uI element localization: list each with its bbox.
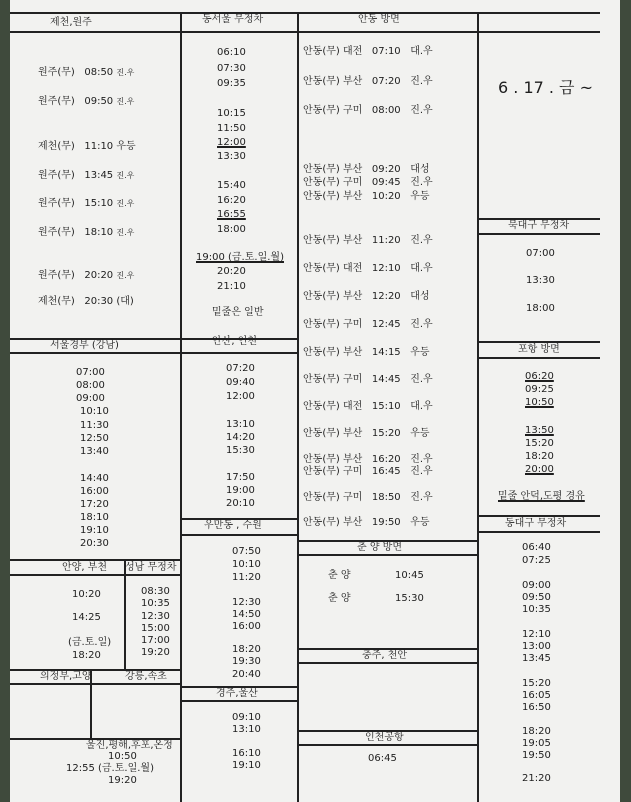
time-item: 13:45 <box>522 653 551 664</box>
divider <box>10 559 180 561</box>
time-item: 14:20 <box>226 432 255 443</box>
list-item: 안동(무) 부산 19:50 우등 <box>303 517 430 528</box>
section-title-jecheon-wonju: 제천,원주 <box>50 17 92 28</box>
list-item: 안동(무) 부산 16:20 진.우 <box>303 454 433 465</box>
time-item: 13:30 <box>217 151 246 162</box>
time-item: 21:20 <box>522 773 551 784</box>
time-item: 10:50 <box>525 397 554 408</box>
time-item: 18:20 <box>232 644 261 655</box>
list-item: 안동(무) 대전 15:10 대.우 <box>303 401 433 412</box>
time-item: 12:30 <box>141 611 170 622</box>
time-item: 06:10 <box>217 47 246 58</box>
time-item: 13:10 <box>226 419 255 430</box>
time-item: 18:00 <box>526 303 555 314</box>
divider <box>297 554 477 556</box>
section-title-seoul-gyeongbu: 서울경부 (강남) <box>50 340 119 351</box>
list-item: 제천(무) 20:30 (대) <box>38 296 134 307</box>
list-item: 원주(무) 13:45 진.우 <box>38 170 135 181</box>
list-item: 춘 양 15:30 <box>328 593 424 604</box>
time-item: 15:20 <box>522 678 551 689</box>
time-item: 20:20 <box>217 266 246 277</box>
list-item: 안동(무) 부산 12:20 대성 <box>303 291 430 302</box>
time-item: 14:40 <box>80 473 109 484</box>
time-item: 12:55 (금.토.일.월) <box>66 763 154 774</box>
section-title-andan-incheon: 안산, 인천 <box>212 336 257 347</box>
time-item: 11:50 <box>217 123 246 134</box>
time-item: 07:25 <box>522 555 551 566</box>
time-item: 19:00 (금.토.일.월) <box>196 252 284 263</box>
list-item: 안동(무) 구미 14:45 진.우 <box>303 374 433 385</box>
time-item: 16:20 <box>217 195 246 206</box>
time-item: 16:10 <box>232 748 261 759</box>
time-item: 19:20 <box>108 775 137 786</box>
time-item: 18:20 <box>72 650 101 661</box>
section-title-chungju-cheonan: 충주, 천안 <box>362 650 407 661</box>
time-item: 17:50 <box>226 472 255 483</box>
section-title-anyang-bucheon: 안양, 부천 <box>62 562 107 573</box>
time-item: 10:35 <box>522 604 551 615</box>
col-divider <box>180 12 182 802</box>
time-item: 12:00 <box>226 391 255 402</box>
list-item: 원주(무) 20:20 진.우 <box>38 270 135 281</box>
time-item: 18:20 <box>525 451 554 462</box>
list-item: 원주(무) 15:10 진.우 <box>38 198 135 209</box>
time-item: 18:10 <box>80 512 109 523</box>
section-title-incheon-airport: 인천공항 <box>365 732 404 743</box>
time-item: 16:00 <box>232 621 261 632</box>
divider <box>477 515 600 517</box>
list-item: 원주(무) 09:50 진.우 <box>38 96 135 107</box>
time-item: 16:05 <box>522 690 551 701</box>
list-item: 안동(무) 구미 18:50 진.우 <box>303 492 433 503</box>
list-item: 안동(무) 부산 15:20 우등 <box>303 428 430 439</box>
list-item: 안동(무) 구미 12:45 진.우 <box>303 319 433 330</box>
time-item: 07:50 <box>232 546 261 557</box>
time-item: 09:40 <box>226 377 255 388</box>
list-item: 안동(무) 구미 08:00 진.우 <box>303 105 433 116</box>
top-border <box>10 12 600 14</box>
time-item: 15:40 <box>217 180 246 191</box>
time-item: (금.토.일) <box>68 637 112 648</box>
section-title-uljin: 울진,평해,후포,온정 <box>86 740 173 751</box>
divider <box>297 744 477 746</box>
time-item: 16:00 <box>80 486 109 497</box>
section-title-gangneung: 강릉,속초 <box>125 671 167 682</box>
col-divider <box>124 559 126 669</box>
time-item: 11:20 <box>232 572 261 583</box>
section-title-uijeongbu: 의정부,고양 <box>40 671 92 682</box>
divider <box>477 341 600 343</box>
note: 밑줄 안덕,도평 경유 <box>498 491 585 502</box>
date-notice: 6 . 17 . 금 ~ <box>498 78 594 97</box>
time-item: 18:20 <box>522 726 551 737</box>
time-item: 09:50 <box>522 592 551 603</box>
time-item: 20:40 <box>232 669 261 680</box>
time-item: 10:20 <box>72 589 101 600</box>
time-item: 09:35 <box>217 78 246 89</box>
time-item: 19:10 <box>232 760 261 771</box>
divider <box>10 683 180 685</box>
time-item: 19:20 <box>141 647 170 658</box>
section-title-andong: 안동 방면 <box>358 14 400 25</box>
time-item: 09:00 <box>522 580 551 591</box>
time-item: 06:45 <box>368 753 397 764</box>
time-item: 13:40 <box>80 446 109 457</box>
divider <box>477 531 600 533</box>
section-title-seongnam: 성남 무정차 <box>125 562 177 573</box>
time-item: 17:00 <box>141 635 170 646</box>
time-item: 15:00 <box>141 623 170 634</box>
time-item: 07:30 <box>217 63 246 74</box>
time-item: 19:10 <box>80 525 109 536</box>
time-item: 12:00 <box>217 137 246 148</box>
col-divider <box>477 12 479 802</box>
time-item: 12:30 <box>232 597 261 608</box>
time-item: 06:20 <box>525 371 554 382</box>
time-item: 20:00 <box>525 464 554 475</box>
time-item: 13:10 <box>232 724 261 735</box>
time-item: 21:10 <box>217 281 246 292</box>
divider <box>180 534 297 536</box>
list-item: 춘 양 10:45 <box>328 570 424 581</box>
time-item: 09:10 <box>232 712 261 723</box>
section-title-pohang: 포항 방면 <box>518 344 560 355</box>
time-item: 12:10 <box>522 629 551 640</box>
time-item: 20:10 <box>226 498 255 509</box>
time-item: 19:00 <box>226 485 255 496</box>
time-item: 16:55 <box>217 209 246 220</box>
time-item: 08:30 <box>141 586 170 597</box>
section-title-dong-seoul: 동서울 무정차 <box>202 14 264 25</box>
time-item: 07:00 <box>76 367 105 378</box>
time-item: 10:35 <box>141 598 170 609</box>
col-divider <box>297 12 299 802</box>
divider <box>10 574 180 576</box>
divider <box>180 700 297 702</box>
time-item: 10:50 <box>108 751 137 762</box>
list-item: 안동(무) 부산 07:20 진.우 <box>303 76 433 87</box>
time-item: 09:25 <box>525 384 554 395</box>
divider <box>477 233 600 235</box>
list-item: 안동(무) 부산 10:20 우등 <box>303 191 430 202</box>
time-item: 20:30 <box>80 538 109 549</box>
time-item: 19:50 <box>522 750 551 761</box>
section-title-gyeongju-ulsan: 경주,울산 <box>216 688 258 699</box>
list-item: 제천(무) 11:10 우등 <box>38 141 136 152</box>
time-item: 09:00 <box>76 393 105 404</box>
list-item: 안동(무) 구미 09:45 진.우 <box>303 177 433 188</box>
time-item: 08:00 <box>76 380 105 391</box>
list-item: 안동(무) 대전 12:10 대.우 <box>303 263 433 274</box>
list-item: 안동(무) 대전 07:10 대.우 <box>303 46 433 57</box>
list-item: 안동(무) 부산 11:20 진.우 <box>303 235 433 246</box>
time-item: 07:00 <box>526 248 555 259</box>
section-title-bukdaegu: 북대구 무정차 <box>508 220 570 231</box>
time-item: 10:10 <box>80 406 109 417</box>
time-item: 16:50 <box>522 702 551 713</box>
divider <box>477 357 600 359</box>
section-title-dongdaegu: 동대구 무정차 <box>505 518 567 529</box>
section-title-chunyang: 춘 양 방면 <box>357 542 402 553</box>
time-item: 07:20 <box>226 363 255 374</box>
time-item: 12:50 <box>80 433 109 444</box>
time-item: 13:50 <box>525 425 554 436</box>
list-item: 원주(무) 08:50 진.우 <box>38 67 135 78</box>
time-item: 10:10 <box>232 559 261 570</box>
time-item: 13:00 <box>522 641 551 652</box>
time-item: 17:20 <box>80 499 109 510</box>
time-item: 14:50 <box>232 609 261 620</box>
list-item: 원주(무) 18:10 진.우 <box>38 227 135 238</box>
list-item: 안동(무) 부산 09:20 대성 <box>303 164 430 175</box>
timetable-sheet <box>10 0 620 802</box>
divider <box>10 31 600 33</box>
list-item: 안동(무) 부산 14:15 우등 <box>303 347 430 358</box>
time-item: 15:20 <box>525 438 554 449</box>
divider <box>10 352 297 354</box>
time-item: 10:15 <box>217 108 246 119</box>
time-item: 06:40 <box>522 542 551 553</box>
note: 밑줄은 일반 <box>212 307 264 318</box>
time-item: 19:30 <box>232 656 261 667</box>
time-item: 18:00 <box>217 224 246 235</box>
time-item: 14:25 <box>72 612 101 623</box>
time-item: 11:30 <box>80 420 109 431</box>
section-title-umandong-suwon: 우만동 , 수원 <box>204 520 262 531</box>
time-item: 13:30 <box>526 275 555 286</box>
time-item: 15:30 <box>226 445 255 456</box>
time-item: 19:05 <box>522 738 551 749</box>
divider <box>297 662 477 664</box>
list-item: 안동(무) 구미 16:45 진.우 <box>303 466 433 477</box>
